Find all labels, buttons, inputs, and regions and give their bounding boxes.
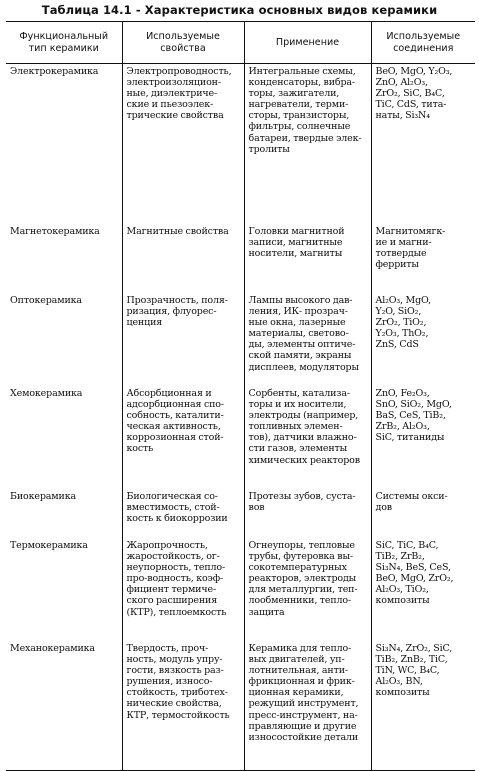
application: Лампы высокого дав- ления, ИК- прозрач- ные окна, лазерные материалы, светово- ды, элементы оптиче- ской памяти, экраны дисплеев, модуляторы [244, 293, 371, 386]
table-row [6, 538, 475, 641]
used-properties: Электропроводность, электроизоляцион- ные, диэлектриче- ские и пьезоэлек- трические свойства [122, 64, 244, 225]
used-properties: Магнитные свойства [122, 224, 244, 293]
header-properties: Используемые свойства [122, 22, 244, 64]
table-row [6, 641, 475, 771]
ceramics-table [6, 21, 475, 771]
ceramic-type: Электрокерамика [10, 66, 99, 77]
application: Сорбенты, катализа- торы и их носители, электроды (например, топливных элемен- тов), датчики влажно- сти газов, элементы химических реакторов [244, 386, 371, 489]
table-row [6, 224, 475, 293]
compounds: Магнитомягк- ие и магни- тотвердые ферриты [371, 224, 475, 293]
compounds: SiC, TiC, B₄C, TiB₂, ZrB₂, Si₃N₄, BeS, CeS, BeO, MgO, ZrO₂, Al₂O₃, TiO₂, композиты [371, 538, 475, 641]
table-caption: Таблица 14.1 - Характеристика основных видов керамики [41, 3, 438, 17]
application: Интегральные схемы, конденсаторы, вибра- торы, зажигатели, нагреватели, терми- сторы, транзисторы, фильтры, солнечные батареи, твердые элек- тролиты [244, 64, 371, 225]
application: Огнеупоры, тепловые трубы, футеровка вы- сокотемпературных реакторов, электроды для металлургии, теп- лообменники, тепло- защита [244, 538, 371, 641]
header-type: Функциональный тип керамики [6, 22, 122, 64]
ceramic-type: Механокерамика [6, 641, 122, 771]
table-row [6, 489, 475, 538]
compounds: Al₂O₃, MgO, Y₂O, SiO₂, ZrO₂, TiO₂, Y₂O₃, ThO₂, ZnS, CdS [371, 293, 475, 386]
used-properties: Твердость, проч- ность, модуль упру- гости, вязкость раз- рушения, износо- стойкость, триботех- нические свойства, КТР, термостойкость [122, 641, 244, 771]
header-compounds: Используемые соединения [371, 22, 475, 64]
ceramic-type: Оптокерамика [10, 295, 82, 306]
table-row [6, 386, 475, 489]
used-properties: Абсорбционная и адсорбционная спо- собность, каталити- ческая активность, коррозионная стой- кость [122, 386, 244, 489]
ceramic-type: Биокерамика [10, 491, 77, 502]
table-row [6, 64, 475, 225]
application: Керамика для тепло- вых двигателей, уп- лотнительная, анти- фрикционная и фрик- ционная керамики, режущий инструмент, пресс-инструмент, на- правляющие и другие износостойкие детали [244, 641, 371, 771]
used-properties: Жаропрочность, жаростойкость, ог- неупорность, тепло- про-водность, коэф- фициент термиче- ского расширения (КТР), теплоемкость [122, 538, 244, 641]
compounds: ZnO, Fe₂O₃, SnO, SiO₂, MgO, BaS, CeS, TiB₂, ZrB₂, Al₂O₃, SiC, титаниды [371, 386, 475, 489]
compounds: BeO, MgO, Y₂O₃, ZnO, Al₂O₃, ZrO₂, SiC, B₄C, TiC, CdS, тита- наты, Si₃N₄ [371, 64, 475, 225]
used-properties: Биологическая со- вместимость, стой- кость к биокоррозии [122, 489, 244, 538]
application: Головки магнитной записи, магнитные носители, магниты [244, 224, 371, 293]
used-properties: Прозрачность, поля- ризация, флуорес- ценция [122, 293, 244, 386]
ceramic-type: Хемокерамика [10, 388, 83, 399]
compounds: Системы окси- дов [371, 489, 475, 538]
application: Протезы зубов, суста- вов [244, 489, 371, 538]
ceramic-type: Термокерамика [10, 540, 88, 551]
compounds: Si₃N₄, ZrO₂, SiC, TiB₂, ZnB₂, TiC, TiN, WC, B₄C, Al₂O₃, BN, композиты [371, 641, 475, 771]
header-row [6, 22, 475, 64]
table-row [6, 293, 475, 386]
header-application: Применение [244, 22, 371, 64]
ceramic-type: Магнетокерамика [10, 226, 100, 237]
